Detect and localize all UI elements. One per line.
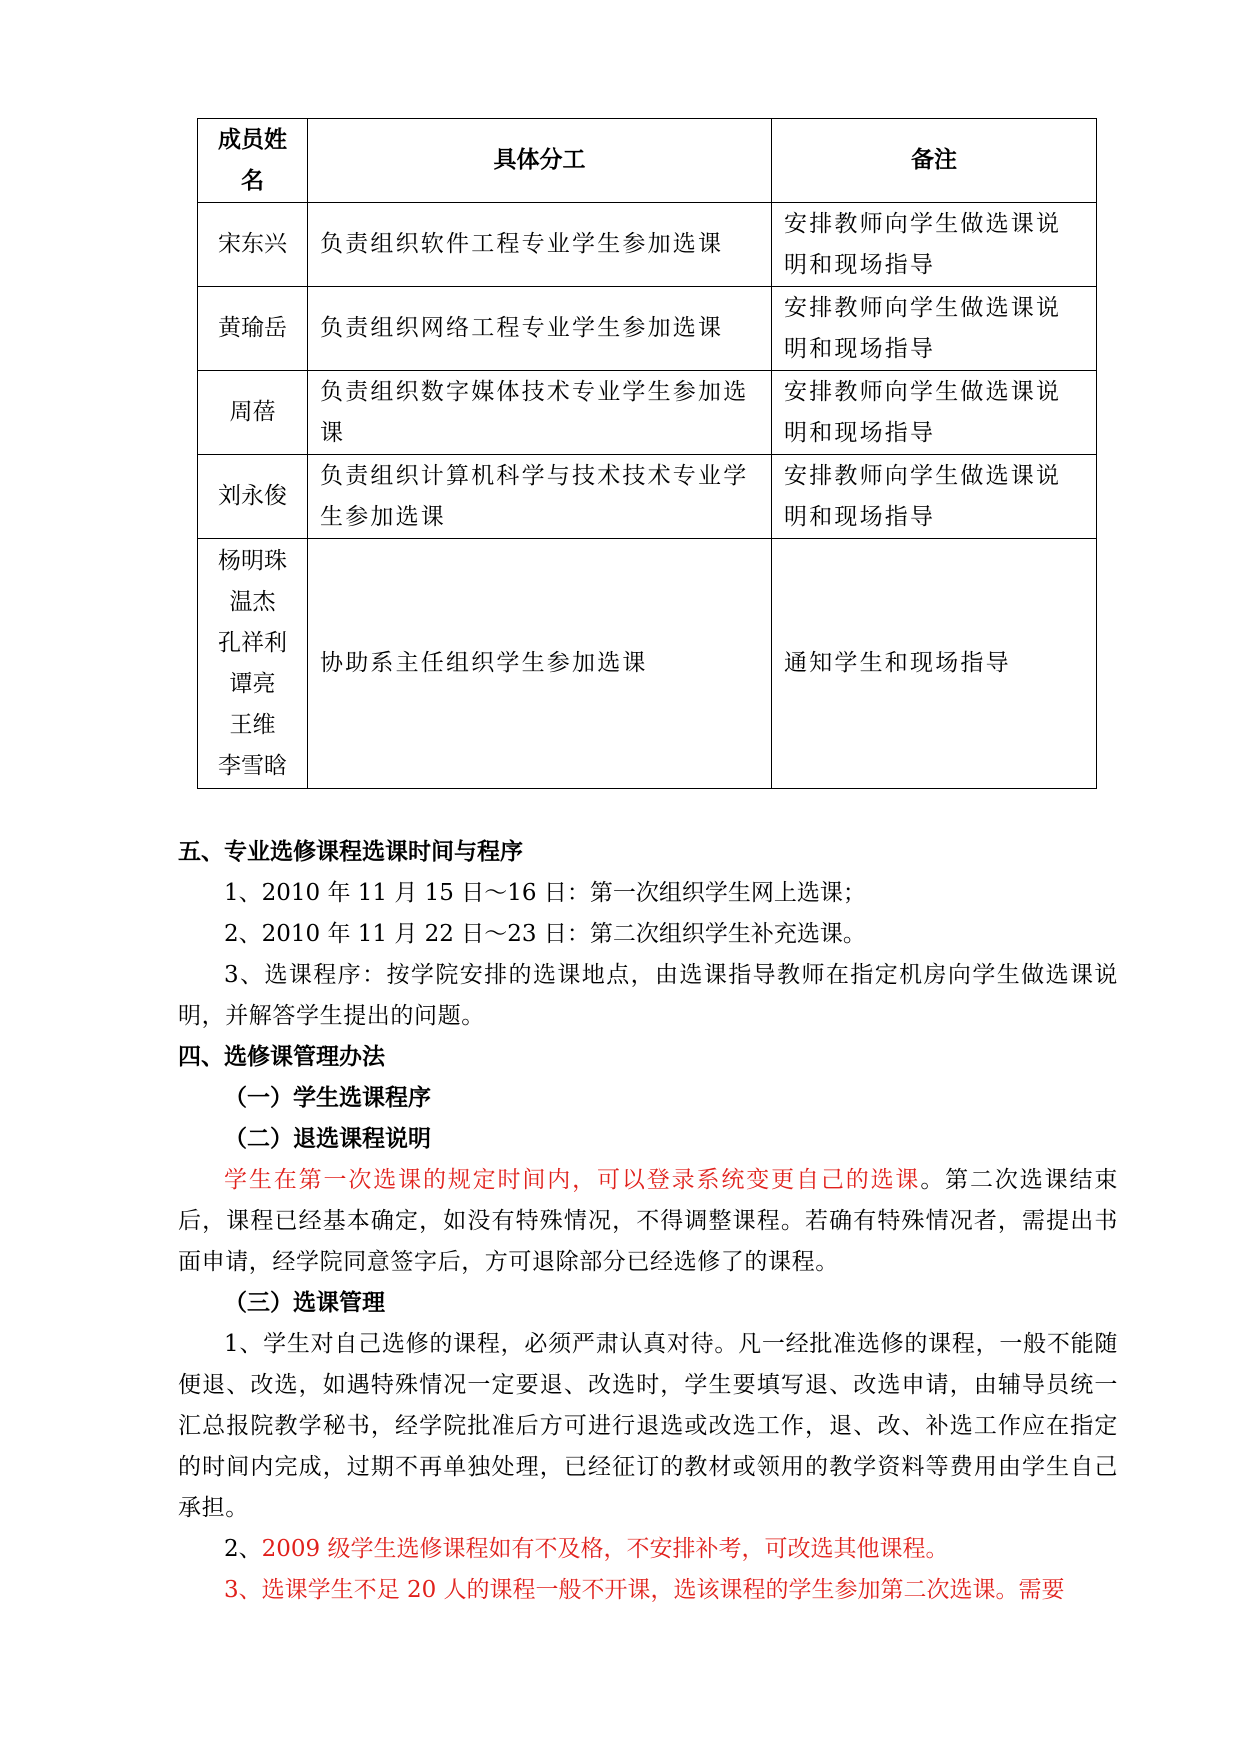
- table-row: [198, 371, 1097, 455]
- member-name: 刘永俊: [198, 455, 308, 539]
- table-row: [198, 203, 1097, 287]
- schedule-item-3: 3、选课程序：按学院安排的选课地点，由选课指导教师在指定机房向学生做选课说明，并解答学生提出的问题。: [178, 962, 1118, 1029]
- withdraw-paragraph: [178, 1160, 1118, 1283]
- table-row: [198, 287, 1097, 371]
- header-duty: 具体分工: [308, 119, 772, 203]
- member-name: 孔祥利: [218, 629, 287, 656]
- member-name: 黄瑜岳: [198, 287, 308, 371]
- member-note: 安排教师向学生做选课说明和现场指导: [772, 287, 1097, 371]
- rule-2: [178, 1529, 1118, 1570]
- schedule-item-2: 2、2010 年 11 月 22 日～23 日：第二次组织学生补充选课。: [224, 921, 866, 947]
- header-member-name: 成员姓名: [198, 119, 308, 203]
- rule-1: 1、学生对自己选修的课程，必须严肃认真对待。凡一经批准选修的课程，一般不能随便退、改选，如遇特殊情况一定要退、改选时，学生要填写退、改选申请，由辅导员统一汇总报院教学秘书，经学院批准后方可进行退选或改选工作，退、改、补选工作应在指定的时间内完成，过期不再单独处理，已经征订的教材或领用的教学资料等费用由学生自己承担。: [178, 1331, 1118, 1521]
- rule-2-highlight: 2009 级学生选修课程如有不及格，不安排补考，可改选其他课程。: [261, 1536, 949, 1562]
- member-duty: 负责组织软件工程专业学生参加选课: [308, 203, 772, 287]
- member-note: 安排教师向学生做选课说明和现场指导: [772, 455, 1097, 539]
- member-name: 李雪晗: [218, 752, 287, 779]
- table-header-row: [198, 119, 1097, 203]
- header-note: 备注: [772, 119, 1097, 203]
- rule-2-number: 2、: [224, 1536, 262, 1562]
- document-body: [178, 832, 1118, 1611]
- section-heading-5: 五、专业选修课程选课时间与程序: [178, 839, 523, 865]
- subheading-management: （三）选课管理: [224, 1290, 385, 1316]
- member-duty: 负责组织计算机科学与技术技术专业学生参加选课: [308, 455, 772, 539]
- member-name: 温杰: [229, 588, 276, 615]
- subheading-selection-procedure: （一）学生选课程序: [224, 1085, 431, 1111]
- table-row: [198, 539, 1097, 789]
- staff-duty-table: [197, 118, 1097, 789]
- table-row: [198, 455, 1097, 539]
- withdraw-text: 。第二次选课结束后，课程已经基本确定，如没有特殊情况，不得调整课程。若确有特殊情况者，需提出书面申请，经学院同意签字后，方可退除部分已经选修了的课程。: [178, 1167, 1118, 1275]
- member-duty: 负责组织数字媒体技术专业学生参加选课: [308, 371, 772, 455]
- member-duty: 负责组织网络工程专业学生参加选课: [308, 287, 772, 371]
- member-note: 安排教师向学生做选课说明和现场指导: [772, 203, 1097, 287]
- section-heading-4: 四、选修课管理办法: [178, 1044, 385, 1070]
- withdraw-highlight: 学生在第一次选课的规定时间内，可以登录系统变更自己的选课: [224, 1167, 921, 1193]
- member-name: 杨明珠: [218, 547, 287, 574]
- member-name: 宋东兴: [198, 203, 308, 287]
- schedule-item-1: 1、2010 年 11 月 15 日～16 日：第一次组织学生网上选课；: [224, 880, 866, 906]
- rule-3: 3、选课学生不足 20 人的课程一般不开课，选该课程的学生参加第二次选课。需要: [224, 1577, 1065, 1603]
- subheading-withdraw: （二）退选课程说明: [224, 1126, 431, 1152]
- member-name: 周蓓: [198, 371, 308, 455]
- member-name: 谭亮: [229, 670, 276, 697]
- member-note: 通知学生和现场指导: [772, 539, 1097, 789]
- member-names-group: [198, 539, 308, 789]
- member-name: 王维: [229, 711, 276, 738]
- member-note: 安排教师向学生做选课说明和现场指导: [772, 371, 1097, 455]
- member-duty: 协助系主任组织学生参加选课: [308, 539, 772, 789]
